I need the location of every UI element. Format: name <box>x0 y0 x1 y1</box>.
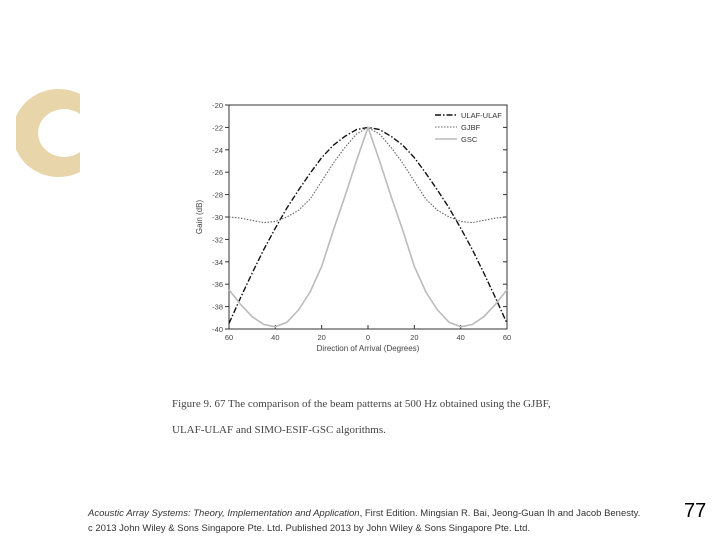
footer-line-1 <box>88 506 640 521</box>
book-title: Acoustic Array Systems: Theory, Implementation and Application <box>88 508 360 519</box>
legend-label: GSC <box>461 135 478 144</box>
x-tick-label: 60 <box>224 333 234 342</box>
figure-caption-line-2: ULAF-ULAF and SIMO-ESIF-GSC algorithms. <box>172 424 386 436</box>
x-tick-label: 40 <box>271 333 280 342</box>
footer-authors: , First Edition. Mingsian R. Bai, Jeong-Guan Ih and Jacob Benesty. <box>359 508 641 519</box>
series-line-ulaf-ulaf <box>229 127 507 323</box>
legend-label: GJBF <box>461 123 481 132</box>
chart-series <box>229 127 507 326</box>
chart-legend <box>435 111 502 144</box>
y-tick-label: -36 <box>212 280 223 290</box>
y-tick-label: -26 <box>212 168 223 178</box>
page-number: 77 <box>684 500 707 522</box>
x-tick-label: 60 <box>502 333 512 342</box>
beam-pattern-chart <box>185 95 525 365</box>
footer-line-2: c 2013 John Wiley & Sons Singapore Pte. Ltd. Published 2013 by John Wiley & Sons Singapore Pte. Ltd. <box>88 523 531 534</box>
y-tick-label: -22 <box>212 123 223 133</box>
x-axis-label: Direction of Arrival (Degrees) <box>316 344 420 353</box>
x-tick-label: 20 <box>410 333 419 342</box>
series-line-gsc <box>229 127 507 326</box>
y-tick-label: -34 <box>212 257 223 267</box>
y-tick-label: -24 <box>212 145 223 155</box>
y-axis-label: Gain (dB) <box>195 199 204 235</box>
y-tick-label: -20 <box>212 101 223 110</box>
x-tick-label: 20 <box>317 333 326 342</box>
y-tick-label: -30 <box>212 213 223 222</box>
y-tick-label: -40 <box>212 325 223 334</box>
footer-citation <box>88 506 640 536</box>
decorative-c-logo <box>16 82 82 182</box>
figure-caption-line-1: Figure 9. 67 The comparison of the beam patterns at 500 Hz obtained using the GJBF, <box>172 398 551 410</box>
y-tick-label: -28 <box>212 190 223 200</box>
x-tick-label: 0 <box>365 333 371 342</box>
y-tick-label: -38 <box>212 302 223 312</box>
y-tick-label: -32 <box>212 235 223 245</box>
c-shape <box>16 89 80 177</box>
legend-label: ULAF-ULAF <box>461 111 502 120</box>
x-tick-label: 40 <box>456 333 465 342</box>
